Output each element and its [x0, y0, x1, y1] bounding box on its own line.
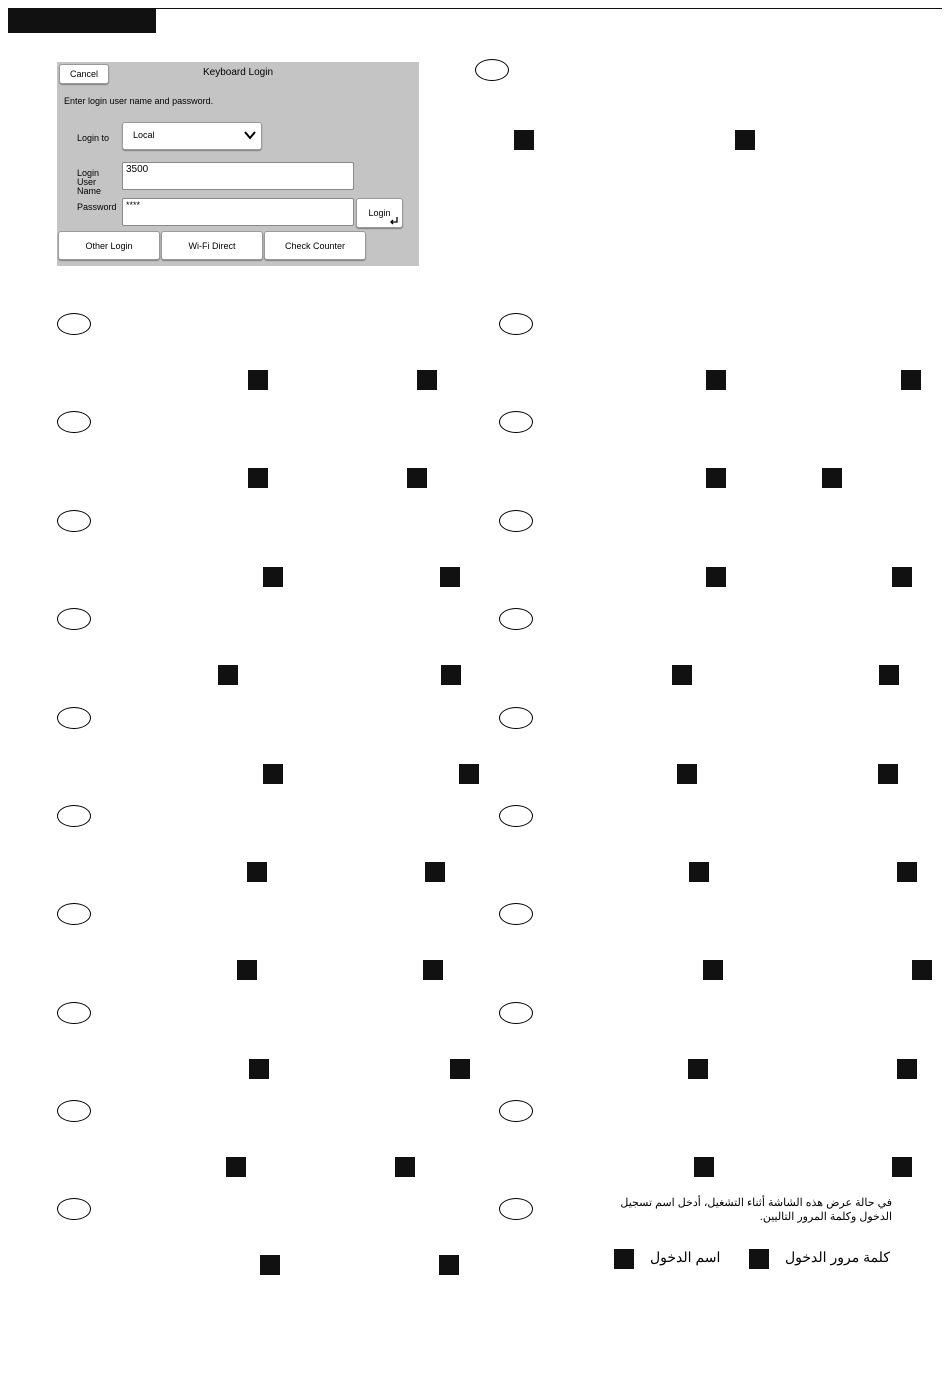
- square-marker: [735, 130, 755, 150]
- arabic-instruction: في حالة عرض هذه الشاشة أثناء التشغيل، أدخل اسم تسجيل الدخول وكلمة المرور التاليين.: [620, 1197, 892, 1223]
- chevron-down-icon: [244, 130, 256, 140]
- square-marker: [459, 764, 479, 784]
- enter-icon: [389, 216, 399, 226]
- square-marker: [425, 862, 445, 882]
- square-marker: [263, 764, 283, 784]
- user-name-field[interactable]: 3500: [122, 162, 354, 190]
- circle-marker: [57, 608, 91, 630]
- header-rule: [156, 8, 942, 9]
- square-marker: [892, 1157, 912, 1177]
- circle-marker: [475, 59, 509, 81]
- circle-marker: [499, 903, 533, 925]
- square-marker: [706, 567, 726, 587]
- keyboard-login-screen: [57, 62, 419, 266]
- circle-marker: [57, 805, 91, 827]
- circle-marker: [499, 313, 533, 335]
- instruction-text: Enter login user name and password.: [64, 96, 214, 106]
- wifi-direct-button[interactable]: Wi-Fi Direct: [161, 231, 263, 260]
- square-marker: [614, 1249, 634, 1269]
- circle-marker: [499, 510, 533, 532]
- circle-marker: [57, 707, 91, 729]
- square-marker: [439, 1255, 459, 1275]
- circle-marker: [57, 1198, 91, 1220]
- check-counter-button[interactable]: Check Counter: [264, 231, 366, 260]
- login-button[interactable]: [356, 198, 403, 228]
- square-marker: [703, 960, 723, 980]
- circle-marker: [499, 707, 533, 729]
- password-label: Password: [77, 202, 117, 212]
- circle-marker: [499, 805, 533, 827]
- header-bar: [8, 8, 156, 33]
- square-marker: [450, 1059, 470, 1079]
- circle-marker: [57, 1100, 91, 1122]
- circle-marker: [57, 903, 91, 925]
- circle-marker: [499, 1002, 533, 1024]
- screen-title: Keyboard Login: [202, 67, 274, 78]
- arabic-login-name-label: اسم الدخول: [650, 1249, 721, 1265]
- square-marker: [706, 468, 726, 488]
- square-marker: [237, 960, 257, 980]
- square-marker: [897, 1059, 917, 1079]
- circle-marker: [499, 608, 533, 630]
- square-marker: [694, 1157, 714, 1177]
- login-to-label: Login to: [77, 133, 110, 143]
- circle-marker: [57, 1002, 91, 1024]
- square-marker: [407, 468, 427, 488]
- arabic-password-label: كلمة مرور الدخول: [785, 1249, 890, 1265]
- circle-marker: [499, 1198, 533, 1220]
- square-marker: [248, 468, 268, 488]
- square-marker: [749, 1249, 769, 1269]
- square-marker: [897, 862, 917, 882]
- square-marker: [514, 130, 534, 150]
- square-marker: [417, 370, 437, 390]
- square-marker: [423, 960, 443, 980]
- square-marker: [440, 567, 460, 587]
- square-marker: [247, 862, 267, 882]
- other-login-button[interactable]: Other Login: [58, 231, 160, 260]
- square-marker: [441, 665, 461, 685]
- square-marker: [226, 1157, 246, 1177]
- square-marker: [218, 665, 238, 685]
- circle-marker: [499, 1100, 533, 1122]
- square-marker: [901, 370, 921, 390]
- square-marker: [260, 1255, 280, 1275]
- circle-marker: [57, 411, 91, 433]
- circle-marker: [57, 313, 91, 335]
- square-marker: [248, 370, 268, 390]
- square-marker: [263, 567, 283, 587]
- square-marker: [822, 468, 842, 488]
- square-marker: [672, 665, 692, 685]
- user-name-label: Login User Name: [77, 168, 102, 196]
- square-marker: [912, 960, 932, 980]
- square-marker: [688, 1059, 708, 1079]
- square-marker: [706, 370, 726, 390]
- square-marker: [892, 567, 912, 587]
- square-marker: [878, 764, 898, 784]
- circle-marker: [499, 411, 533, 433]
- square-marker: [689, 862, 709, 882]
- login-label: Login: [368, 208, 391, 218]
- cancel-label: Cancel: [69, 69, 98, 79]
- square-marker: [677, 764, 697, 784]
- square-marker: [395, 1157, 415, 1177]
- circle-marker: [57, 510, 91, 532]
- square-marker: [879, 665, 899, 685]
- login-to-value: Local: [133, 130, 155, 140]
- password-field[interactable]: ****: [122, 198, 354, 226]
- square-marker: [249, 1059, 269, 1079]
- login-to-select[interactable]: [122, 122, 262, 150]
